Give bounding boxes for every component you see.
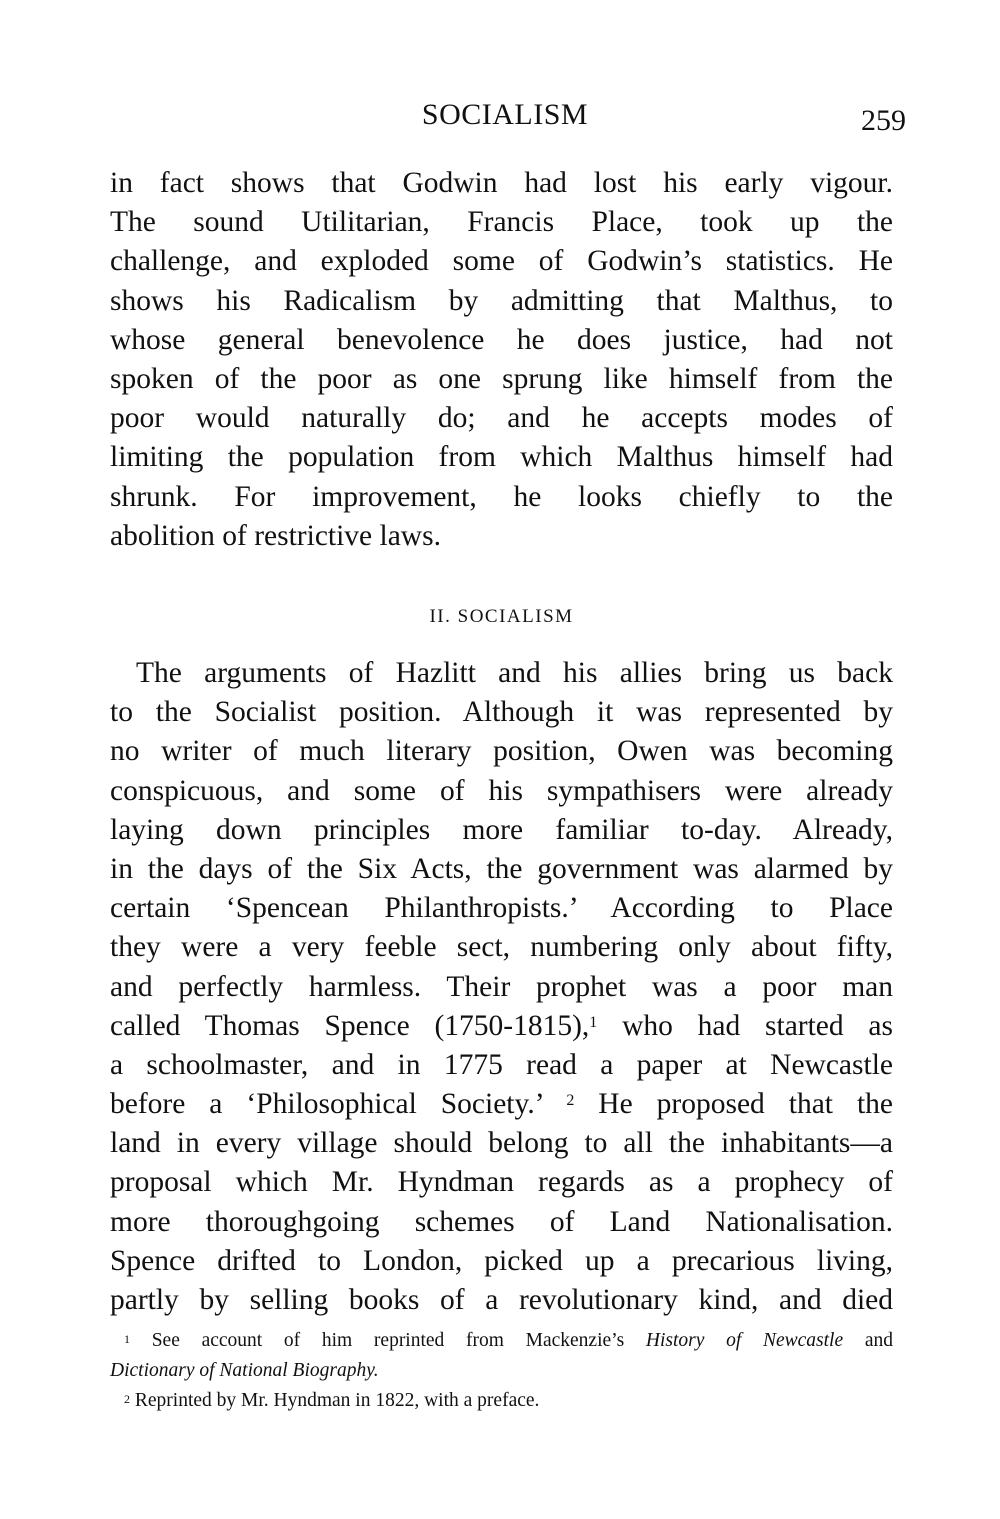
footnote-2: $^2$ Reprinted by Mr. Hyndman in 1822, with a preface. [124,1390,540,1411]
footnote-mark: 2 [124,1392,130,1406]
text-line: in the days of the Six Acts, the government was alarmed by [110,852,893,885]
paragraph-2 [110,654,893,1320]
text-line: called Thomas Spence (1750-1815),$^1$ who had started as [110,1009,893,1042]
text-line: in fact shows that Godwin had lost his early vigour. [110,167,893,199]
section-heading: II. SOCIALISM [429,606,574,627]
text-line: whose general benevolence he does justice, had not [110,323,893,356]
text-line: The sound Utilitarian, Francis Place, took up the [110,206,893,239]
text-line: shows his Radicalism by admitting that Malthus, to [110,284,893,317]
paragraph-1 [110,164,893,556]
text-line: they were a very feeble sect, numbering only about fifty, [110,931,893,964]
text-line: conspicuous, and some of his sympathisers were already [110,774,893,807]
text-line: partly by selling books of a revolutionary kind, and died [110,1284,893,1316]
text-line: Spence drifted to London, picked up a precarious living, [110,1244,893,1277]
text-line: limiting the population from which Malthus himself had [110,441,893,474]
running-title: SOCIALISM [421,98,589,131]
text-line: proposal which Mr. Hyndman regards as a prophecy of [110,1166,893,1199]
text-line: more thoroughgoing schemes of Land Nationalisation. [110,1205,893,1238]
book-title: History of Newcastle [645,1330,844,1351]
page-number: 259 [861,104,906,137]
footnote-reference: 2 [566,1092,575,1110]
text-line: and perfectly harmless. Their prophet was a poor man [110,970,893,1003]
text-line: The arguments of Hazlitt and his allies bring us back [136,657,893,689]
text-line: spoken of the poor as one sprung like himself from the [110,362,893,395]
footnotes [110,1326,893,1416]
text-line: shrunk. For improvement, he looks chiefly to the [110,480,893,513]
text-line: to the Socialist position. Although it was represented by [110,696,893,729]
text-line: before a ‘Philosophical Society.’ $^2$ He proposed that the [110,1088,893,1121]
text-line: a schoolmaster, and in 1775 read a paper at Newcastle [110,1048,893,1081]
footnote-reference: 1 [589,1013,598,1031]
text-line: certain ‘Spencean Philanthropists.’ According to Place [110,892,893,925]
text-line: no writer of much literary position, Owen was becoming [110,735,893,768]
text-line: abolition of restrictive laws. [110,519,441,552]
text-line: poor would naturally do; and he accepts modes of [110,402,893,435]
text-line: laying down principles more familiar to-day. Already, [110,813,893,846]
book-title: Dictionary of National Biography [110,1360,374,1381]
page-header [110,98,906,138]
text-line: challenge, and exploded some of Godwin’s statistics. He [110,245,893,278]
footnote-1-cont: Dictionary of National Biography. [110,1360,379,1381]
footnote-mark: 1 [124,1332,130,1346]
footnote-1: $^1$ See account of him reprinted from Mackenzie’s History of Newcastle and [124,1330,893,1351]
text-line: land in every village should belong to all the inhabitants—a [110,1127,893,1160]
